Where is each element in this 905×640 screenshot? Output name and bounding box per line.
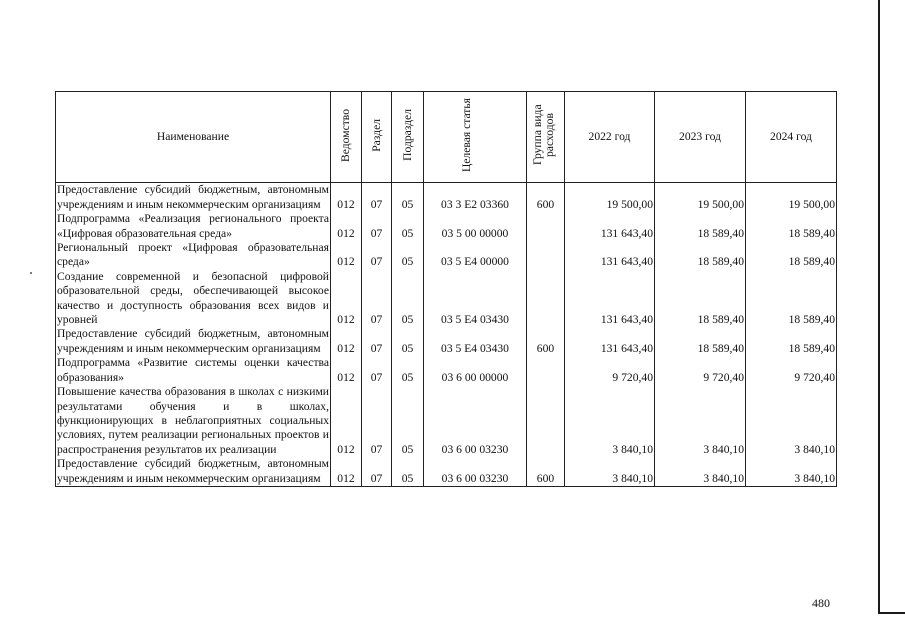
header-row <box>56 92 837 183</box>
row-name: Региональный проект «Цифровая образовательная среда» <box>57 241 329 269</box>
row-vedomstvo: 012 <box>331 356 362 385</box>
row-amount-2023: 18 589,40 <box>655 212 746 241</box>
row-razdel: 07 <box>362 356 392 385</box>
margin-dot <box>30 272 32 274</box>
row-amount-2024: 9 720,40 <box>746 356 837 385</box>
row-amount-2023: 19 500,00 <box>655 183 746 212</box>
table-row <box>56 241 837 270</box>
row-gruppa-vida-rashodov <box>527 270 565 328</box>
row-amount-2023: 18 589,40 <box>655 327 746 356</box>
row-name: Предоставление субсидий бюджетным, автономным учреждениям и иным некоммерческим организациям <box>57 183 329 211</box>
row-gruppa-vida-rashodov <box>527 212 565 241</box>
row-celevaya-statya: 03 5 00 00000 <box>424 212 527 241</box>
table-row <box>56 327 837 356</box>
row-amount-2022: 3 840,10 <box>565 457 655 486</box>
row-amount-2024: 18 589,40 <box>746 327 837 356</box>
row-razdel: 07 <box>362 385 392 457</box>
row-podrazdel: 05 <box>392 183 424 212</box>
header-gruppa-vida-rashodov: Группа вида расходов <box>527 92 565 183</box>
header-year-2022: 2022 год <box>565 92 655 183</box>
row-vedomstvo: 012 <box>331 212 362 241</box>
row-amount-2023: 3 840,10 <box>655 385 746 457</box>
row-name: Подпрограмма «Реализация регионального проекта «Цифровая образовательная среда» <box>57 212 329 240</box>
row-gruppa-vida-rashodov: 600 <box>527 457 565 486</box>
table-row <box>56 356 837 385</box>
page-number: 480 <box>812 596 830 610</box>
row-gruppa-vida-rashodov <box>527 356 565 385</box>
header-name: Наименование <box>56 92 331 183</box>
row-razdel: 07 <box>362 212 392 241</box>
row-celevaya-statya: 03 6 00 00000 <box>424 356 527 385</box>
row-podrazdel: 05 <box>392 385 424 457</box>
row-vedomstvo: 012 <box>331 385 362 457</box>
row-razdel: 07 <box>362 183 392 212</box>
row-vedomstvo: 012 <box>331 183 362 212</box>
row-razdel: 07 <box>362 241 392 270</box>
budget-table <box>55 91 837 487</box>
row-name: Предоставление субсидий бюджетным, автономным учреждениям и иным некоммерческим организациям <box>57 457 329 485</box>
row-amount-2024: 18 589,40 <box>746 270 837 328</box>
row-vedomstvo: 012 <box>331 327 362 356</box>
row-name: Создание современной и безопасной цифровой образовательной среды, обеспечивающей высокое качество и доступность образования всех видов и уровней <box>57 269 329 327</box>
row-amount-2022: 9 720,40 <box>565 356 655 385</box>
header-year-2023: 2023 год <box>655 92 746 183</box>
table-row <box>56 183 837 212</box>
row-amount-2022: 19 500,00 <box>565 183 655 212</box>
table-row <box>56 385 837 457</box>
row-gruppa-vida-rashodov: 600 <box>527 183 565 212</box>
row-celevaya-statya: 03 6 00 03230 <box>424 385 527 457</box>
table-body <box>56 183 837 487</box>
row-celevaya-statya: 03 3 E2 03360 <box>424 183 527 212</box>
row-vedomstvo: 012 <box>331 270 362 328</box>
row-podrazdel: 05 <box>392 356 424 385</box>
row-celevaya-statya: 03 5 E4 03430 <box>424 327 527 356</box>
row-amount-2023: 3 840,10 <box>655 457 746 486</box>
row-podrazdel: 05 <box>392 212 424 241</box>
row-vedomstvo: 012 <box>331 457 362 486</box>
row-razdel: 07 <box>362 457 392 486</box>
row-amount-2022: 131 643,40 <box>565 327 655 356</box>
row-name: Повышение качества образования в школах с низкими результатами обучения и в школах, функционирующих в неблагоприятных социальных условиях, путем реализации региональных проектов и распространения результатов их реализации <box>57 385 329 456</box>
table-row <box>56 270 837 328</box>
row-amount-2022: 131 643,40 <box>565 241 655 270</box>
row-podrazdel: 05 <box>392 241 424 270</box>
header-celevaya-statya: Целевая статья <box>424 92 527 183</box>
row-amount-2024: 19 500,00 <box>746 183 837 212</box>
header-razdel: Раздел <box>362 92 392 183</box>
row-amount-2022: 131 643,40 <box>565 270 655 328</box>
row-amount-2024: 3 840,10 <box>746 385 837 457</box>
row-vedomstvo: 012 <box>331 241 362 270</box>
row-amount-2022: 131 643,40 <box>565 212 655 241</box>
row-gruppa-vida-rashodov <box>527 241 565 270</box>
page-corner-line <box>878 612 905 614</box>
row-name: Подпрограмма «Развитие системы оценки качества образования» <box>57 356 329 384</box>
row-amount-2022: 3 840,10 <box>565 385 655 457</box>
table-row <box>56 212 837 241</box>
row-razdel: 07 <box>362 270 392 328</box>
row-amount-2023: 9 720,40 <box>655 356 746 385</box>
header-podrazdel: Подраздел <box>392 92 424 183</box>
header-year-2024: 2024 год <box>746 92 837 183</box>
row-celevaya-statya: 03 5 E4 03430 <box>424 270 527 328</box>
row-podrazdel: 05 <box>392 457 424 486</box>
row-amount-2024: 3 840,10 <box>746 457 837 486</box>
row-celevaya-statya: 03 5 E4 00000 <box>424 241 527 270</box>
row-amount-2023: 18 589,40 <box>655 241 746 270</box>
row-podrazdel: 05 <box>392 327 424 356</box>
row-gruppa-vida-rashodov: 600 <box>527 327 565 356</box>
row-amount-2024: 18 589,40 <box>746 212 837 241</box>
row-razdel: 07 <box>362 327 392 356</box>
row-amount-2023: 18 589,40 <box>655 270 746 328</box>
page-edge-line <box>878 0 880 612</box>
row-gruppa-vida-rashodov <box>527 385 565 457</box>
row-amount-2024: 18 589,40 <box>746 241 837 270</box>
row-celevaya-statya: 03 6 00 03230 <box>424 457 527 486</box>
row-podrazdel: 05 <box>392 270 424 328</box>
header-vedomstvo: Ведомство <box>331 92 362 183</box>
table-row <box>56 457 837 486</box>
row-name: Предоставление субсидий бюджетным, автономным учреждениям и иным некоммерческим организациям <box>57 327 329 355</box>
